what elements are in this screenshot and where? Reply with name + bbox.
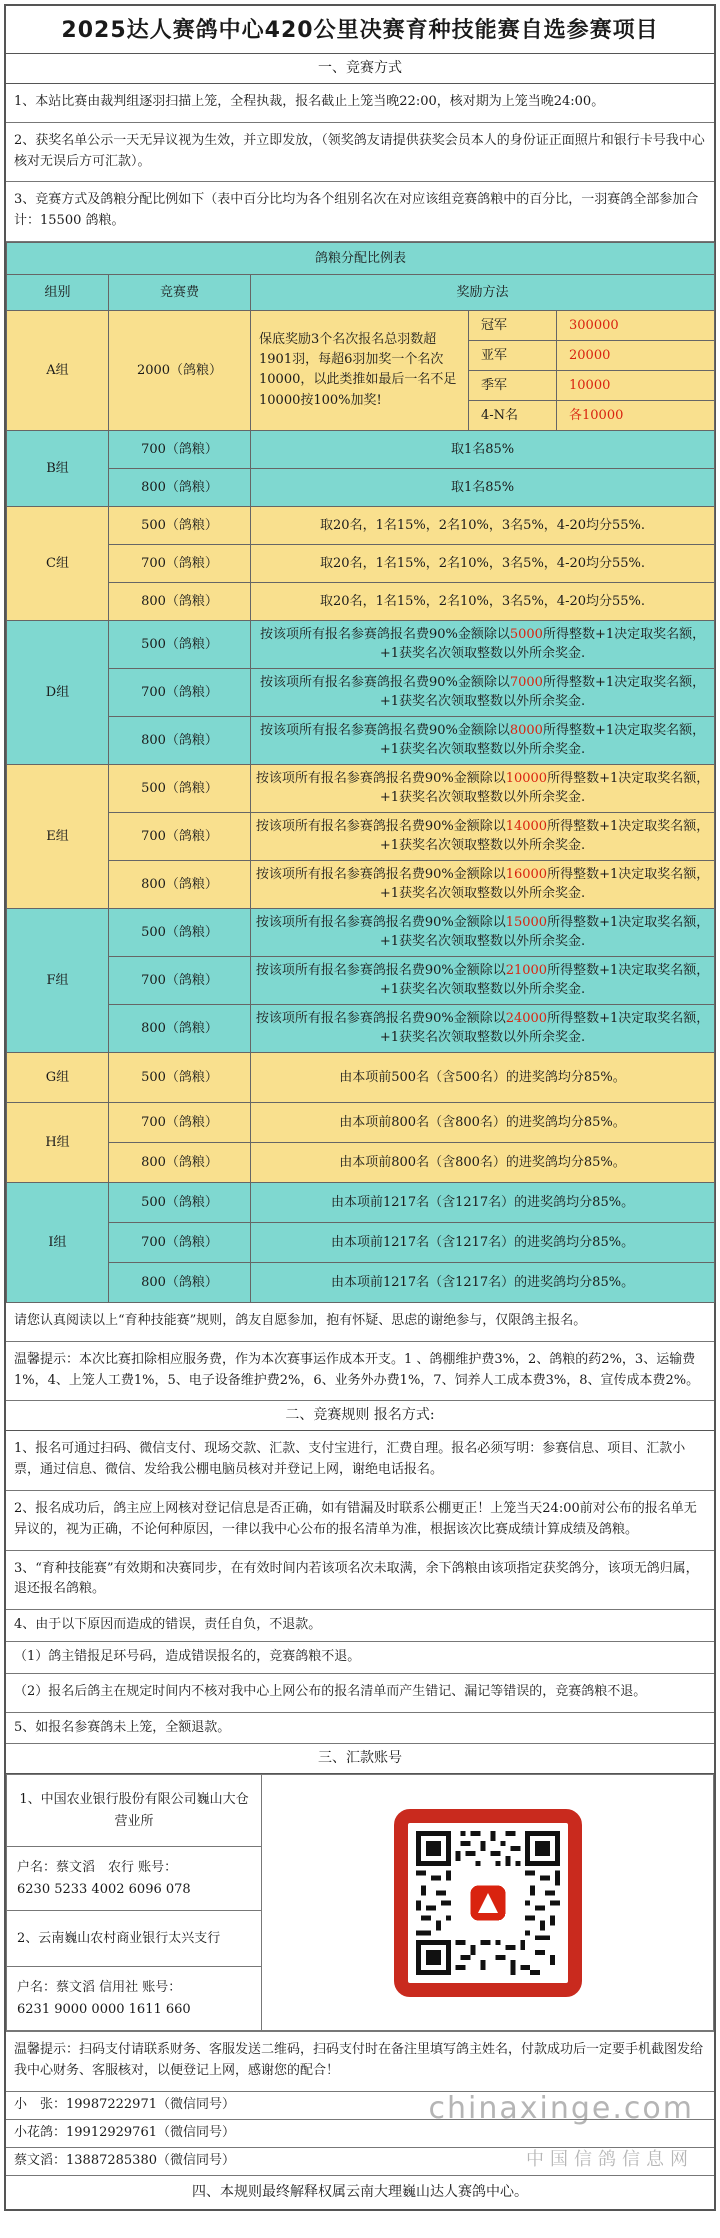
group-a-fee: 2000（鸽粮）: [109, 310, 251, 430]
group-c-label: C组: [7, 506, 109, 620]
group-a-rank-2: 亚军: [469, 340, 557, 370]
qr-cell: [262, 1775, 714, 2031]
group-f-fee-1: 500（鸽粮）: [109, 908, 251, 956]
section3-heading: 三、汇款账号: [6, 1744, 714, 1774]
group-g-rule-1: 由本项前500名（含500名）的进奖鸽均分85%。: [251, 1052, 715, 1102]
page-title: 2025达人赛鸽中心420公里决赛育种技能赛自选参赛项目: [6, 6, 714, 54]
group-d-label: D组: [7, 620, 109, 764]
payment-qr-code[interactable]: [394, 1809, 582, 1997]
header-reward: 奖励方法: [251, 274, 715, 310]
group-c-fee-2: 700（鸽粮）: [109, 544, 251, 582]
bank1-holder: 户名：蔡文滔 农行 账号：: [17, 1859, 178, 1875]
group-b-label: B组: [7, 430, 109, 506]
group-h-fee-2: 800（鸽粮）: [109, 1142, 251, 1182]
section1-p2: 2、获奖名单公示一天无异议视为生效，并立即发放，（领奖鸽友请提供获奖会员本人的身份证正面照片和银行卡号我中心核对无误后方可汇款）。: [6, 123, 714, 183]
group-i-rule-3: 由本项前1217名（含1217名）的进奖鸽均分85%。: [251, 1262, 715, 1302]
section1-heading: 一、竞赛方式: [6, 54, 714, 84]
bank-table: [6, 1774, 714, 2031]
bank2-name: 2、云南巍山农村商业银行太兴支行: [7, 1911, 262, 1967]
notice-read-rules: 请您认真阅读以上“育种技能赛”规则，鸽友自愿参加，抱有怀疑、思虑的谢绝参与，仅限鸽主报名。: [6, 1303, 714, 1342]
group-a-amount-4: 各10000: [557, 400, 715, 430]
group-c-rule-3: 取20名，1名15%，2名10%，3名5%，4-20均分55%.: [251, 582, 715, 620]
watermark-domain: chinaxinge.com: [428, 2090, 694, 2126]
group-e-rule-1: 按该项所有报名参赛鸽报名费90%金额除以10000所得整数+1决定取奖名额，+1获奖名次领取整数以外所余奖金.: [251, 764, 715, 812]
group-d-fee-1: 500（鸽粮）: [109, 620, 251, 668]
group-f-fee-3: 800（鸽粮）: [109, 1004, 251, 1052]
group-d-rule-3: 按该项所有报名参赛鸽报名费90%金额除以8000所得整数+1决定取奖名额，+1获奖名次领取整数以外所余奖金.: [251, 716, 715, 764]
group-i-label: I组: [7, 1182, 109, 1302]
group-c-fee-1: 500（鸽粮）: [109, 506, 251, 544]
header-group: 组别: [7, 274, 109, 310]
group-a-label: A组: [7, 310, 109, 430]
group-a-amount-2: 20000: [557, 340, 715, 370]
group-e-label: E组: [7, 764, 109, 908]
group-i-fee-2: 700（鸽粮）: [109, 1222, 251, 1262]
section2-p2: 2、报名成功后，鸽主应上网核对登记信息是否正确，如有错漏及时联系公棚更正！上笼当天24:00前对公布的报名单无异议的，视为正确，不论何种原因，一律以我中心公布的报名清单为准，根据该次比赛成绩计算成绩及鸽粮。: [6, 1491, 714, 1551]
group-f-rule-2: 按该项所有报名参赛鸽报名费90%金额除以21000所得整数+1决定取奖名额，+1获奖名次领取整数以外所余奖金.: [251, 956, 715, 1004]
group-i-fee-1: 500（鸽粮）: [109, 1182, 251, 1222]
group-f-label: F组: [7, 908, 109, 1052]
notice-payment: 温馨提示：扫码支付请联系财务、客服发送二维码，扫码支付时在备注里填写鸽主姓名，付款成功后一定要手机截图发给我中心财务、客服核对，以便登记上网，感谢您的配合！: [6, 2031, 714, 2092]
group-e-fee-1: 500（鸽粮）: [109, 764, 251, 812]
group-b-fee-1: 700（鸽粮）: [109, 430, 251, 468]
qr-code-icon: [416, 1831, 560, 1975]
group-i-rule-1: 由本项前1217名（含1217名）的进奖鸽均分85%。: [251, 1182, 715, 1222]
group-b-rule-1: 取1名85%: [251, 430, 715, 468]
section2-p7: 5、如报名参赛鸽未上笼，全额退款。: [6, 1713, 714, 1745]
section2-p6: （2）报名后鸽主在规定时间内不核对我中心上网公布的报名清单而产生错记、漏记等错误的，竞赛鸽粮不退。: [6, 1674, 714, 1713]
allocation-table: [6, 242, 715, 1303]
contact-2: 小花鸽：19912929761（微信同号）: [6, 2120, 714, 2148]
section2-p5: （1）鸽主错报足环号码，造成错误报名的，竞赛鸽粮不退。: [6, 1642, 714, 1674]
group-e-rule-2: 按该项所有报名参赛鸽报名费90%金额除以14000所得整数+1决定取奖名额，+1获奖名次领取整数以外所余奖金.: [251, 812, 715, 860]
section2-p1: 1、报名可通过扫码、微信支付、现场交款、汇款、支付宝进行，汇费自理。报名必须写明：参赛信息、项目、汇款小票，通过信息、微信、发给我公棚电脑员核对并登记上网，谢绝电话报名。: [6, 1431, 714, 1491]
group-a-rank-3: 季军: [469, 370, 557, 400]
group-a-desc: 保底奖励3个名次报名总羽数超1901羽，每超6羽加奖一个名次10000，以此类推如最后一名不足10000按100%加奖!: [251, 310, 469, 430]
bank1-name: 1、中国农业银行股份有限公司巍山大仓营业所: [7, 1775, 262, 1847]
group-a-rank-1: 冠军: [469, 310, 557, 340]
group-e-fee-3: 800（鸽粮）: [109, 860, 251, 908]
group-h-label: H组: [7, 1102, 109, 1182]
bank2-account: 6231 9000 0000 1611 660: [17, 2001, 191, 2017]
group-i-fee-3: 800（鸽粮）: [109, 1262, 251, 1302]
group-g-label: G组: [7, 1052, 109, 1102]
contact-1: 小 张：19987222971（微信同号）: [6, 2092, 714, 2120]
bank1-account-block: [7, 1847, 262, 1911]
group-e-fee-2: 700（鸽粮）: [109, 812, 251, 860]
group-f-fee-2: 700（鸽粮）: [109, 956, 251, 1004]
watermark-site-name: 中国信鸽信息网: [526, 2148, 694, 2170]
group-a-amount-3: 10000: [557, 370, 715, 400]
group-d-rule-2: 按该项所有报名参赛鸽报名费90%金额除以7000所得整数+1决定取奖名额，+1获奖名次领取整数以外所余奖金.: [251, 668, 715, 716]
group-h-fee-1: 700（鸽粮）: [109, 1102, 251, 1142]
bank2-holder: 户名：蔡文滔 信用社 账号：: [17, 1979, 182, 1995]
group-g-fee-1: 500（鸽粮）: [109, 1052, 251, 1102]
section1-p1: 1、本站比赛由裁判组逐羽扫描上笼，全程执裁，报名截止上笼当晚22:00，核对期为上笼当晚24:00。: [6, 84, 714, 123]
section1-p3: 3、竞赛方式及鸽粮分配比例如下（表中百分比均为各个组别名次在对应该组竞赛鸽粮中的百分比，一羽赛鸽全部参加合计：15500 鸽粮。: [6, 182, 714, 242]
section2-p4: 4、由于以下原因而造成的错误，责任自负，不退款。: [6, 1610, 714, 1642]
footer-statement: 四、本规则最终解释权属云南大理巍山达人赛鸽中心。: [192, 2183, 528, 2200]
group-d-rule-1: 按该项所有报名参赛鸽报名费90%金额除以5000所得整数+1决定取奖名额，+1获奖名次领取整数以外所余奖金.: [251, 620, 715, 668]
group-d-fee-2: 700（鸽粮）: [109, 668, 251, 716]
contact-3: 蔡文滔：13887285380（微信同号）: [6, 2148, 714, 2176]
group-c-rule-1: 取20名，1名15%，2名10%，3名5%，4-20均分55%.: [251, 506, 715, 544]
bank1-account: 6230 5233 4002 6096 078: [17, 1881, 191, 1897]
group-c-fee-3: 800（鸽粮）: [109, 582, 251, 620]
group-f-rule-3: 按该项所有报名参赛鸽报名费90%金额除以24000所得整数+1决定取奖名额，+1获奖名次领取整数以外所余奖金.: [251, 1004, 715, 1052]
group-c-rule-2: 取20名，1名15%，2名10%，3名5%，4-20均分55%.: [251, 544, 715, 582]
group-b-rule-2: 取1名85%: [251, 468, 715, 506]
group-a-amount-1: 300000: [557, 310, 715, 340]
group-i-rule-2: 由本项前1217名（含1217名）的进奖鸽均分85%。: [251, 1222, 715, 1262]
group-a-rank-4: 4-N名: [469, 400, 557, 430]
group-e-rule-3: 按该项所有报名参赛鸽报名费90%金额除以16000所得整数+1决定取奖名额，+1获奖名次领取整数以外所余奖金.: [251, 860, 715, 908]
section2-heading: 二、竞赛规则 报名方式:: [6, 1401, 714, 1431]
group-b-fee-2: 800（鸽粮）: [109, 468, 251, 506]
group-h-rule-1: 由本项前800名（含800名）的进奖鸽均分85%。: [251, 1102, 715, 1142]
bank2-account-block: [7, 1967, 262, 2031]
allocation-table-title: 鸽粮分配比例表: [7, 242, 715, 274]
group-f-rule-1: 按该项所有报名参赛鸽报名费90%金额除以15000所得整数+1决定取奖名额，+1获奖名次领取整数以外所余奖金.: [251, 908, 715, 956]
section2-p3: 3、“育种技能赛”有效期和决赛同步，在有效时间内若该项名次未取满，余下鸽粮由该项指定获奖鸽分，该项无鸽归属，退还报名鸽粮。: [6, 1551, 714, 1611]
notice-service-fee: 温馨提示：本次比赛扣除相应服务费，作为本次赛事运作成本开支。1 、鸽棚维护费3%，2、鸽粮的药2%，3、运输费1%，4、上笼人工费1%，5、电子设备维护费2%，6、业务外办费1%，7、饲养人工成本费3%，8、宣传成本费2%。: [6, 1342, 714, 1402]
page: [4, 4, 716, 2211]
group-d-fee-3: 800（鸽粮）: [109, 716, 251, 764]
header-fee: 竞赛费: [109, 274, 251, 310]
group-h-rule-2: 由本项前800名（含800名）的进奖鸽均分85%。: [251, 1142, 715, 1182]
